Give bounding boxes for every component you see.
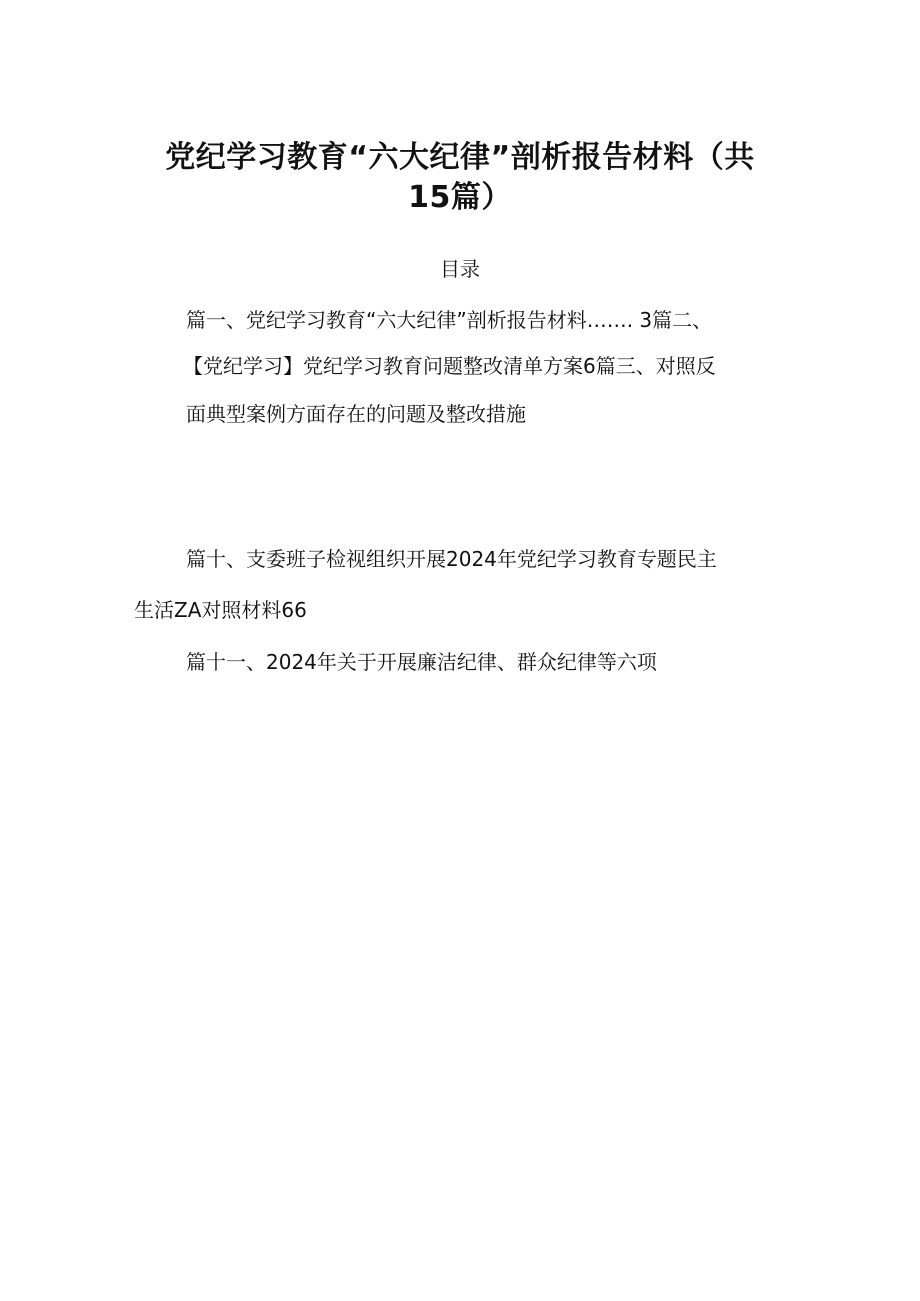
toc-line-4: 篇十、支委班子检视组织开展2024年党纪学习教育专题民主 (186, 547, 717, 571)
toc-line-3: 面典型案例方面存在的问题及整改措施 (186, 402, 526, 426)
toc-line-1: 篇一、党纪学习教育“六大纪律”剖析报告材料……. 3篇二、 (186, 308, 713, 332)
document-title-line-1: 党纪学习教育“六大纪律”剖析报告材料（共 (165, 140, 755, 175)
toc-line-6: 篇十一、2024年关于开展廉洁纪律、群众纪律等六项 (186, 650, 657, 674)
toc-line-2: 【党纪学习】党纪学习教育问题整改清单方案6篇三、对照反 (183, 354, 716, 378)
document-title-line-2: 15篇） (408, 180, 512, 215)
toc-heading: 目录 (440, 257, 480, 281)
toc-line-5: 生活ZA对照材料66 (134, 598, 307, 622)
